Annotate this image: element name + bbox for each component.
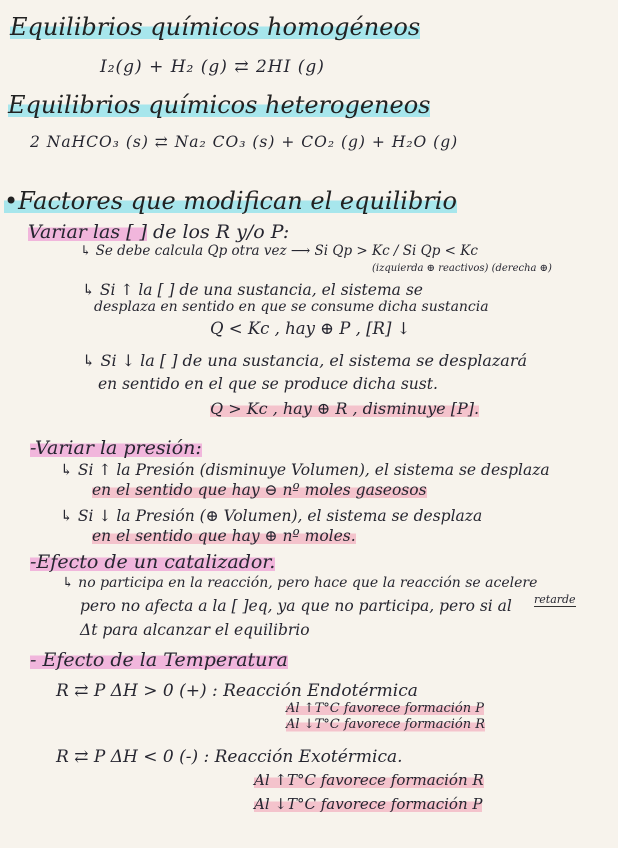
s4-title-text: - Efecto de la Temperatura: [30, 649, 288, 671]
heading-heterogeneous-text: Equilibrios químicos heterogeneos: [8, 91, 431, 119]
s3-line2: pero no afecta a la [ ]eq, ya que no participa, pero si al: [80, 597, 512, 615]
s2-line2-text: en el sentido que hay ⊖ nº moles gaseosos: [92, 481, 427, 499]
s1-line1: ↳ Se debe calcula Qp otra vez ⟶ Si Qp > Kc / Si Qp < Kc: [80, 243, 478, 259]
s2-line3: ↳ Si ↓ la Presión (⊕ Volumen), el sistema se desplaza: [60, 507, 483, 525]
s2-line1: ↳ Si ↑ la Presión (disminuye Volumen), el sistema se desplaza: [60, 461, 550, 479]
s1-line7: [210, 400, 479, 418]
s4-endo-line1: [286, 702, 484, 716]
s1-title-hl: Variar las [ ]: [28, 221, 147, 243]
s1-title: [28, 222, 289, 243]
s1-line4: Q < Kc , hay ⊕ P , [R] ↓: [210, 319, 411, 338]
section-factors: [4, 188, 457, 214]
s1-line7-text: Q > Kc , hay ⊕ R , disminuye [P].: [210, 399, 480, 418]
s3-line3: Δt para alcanzar el equilibrio: [80, 621, 310, 639]
s2-line2: [92, 482, 427, 499]
s1-line6: en sentido en el que se produce dicha sust.: [98, 375, 438, 393]
s1-line1b: (izquierda ⊕ reactivos) (derecha ⊕): [372, 263, 552, 274]
heading-heterogeneous: [8, 92, 430, 118]
s2-title-text: -Variar la presión:: [30, 437, 202, 459]
heading-homogeneous: [10, 14, 420, 40]
s1-line3: desplaza en sentido en que se consume dicha sustancia: [94, 299, 489, 315]
s4-exo-eq: R ⇄ P ΔH < 0 (-) : Reacción Exotérmica.: [56, 747, 403, 767]
s4-endo-line2: [286, 718, 485, 732]
s1-line2: ↳ Si ↑ la [ ] de una sustancia, el sistema se: [82, 281, 423, 299]
s4-exo-line2-text: Al ↓T°C favorece formación P: [254, 795, 483, 813]
equation-homogeneous: I₂(g) + H₂ (g) ⇄ 2HI (g): [100, 57, 325, 77]
s4-exo-line1: [254, 772, 484, 789]
s4-exo-line2: [254, 796, 482, 813]
s3-title-text: -Efecto de un catalizador.: [30, 551, 276, 573]
s4-endo-eq: R ⇄ P ΔH > 0 (+) : Reacción Endotérmica: [56, 681, 418, 701]
section-factors-text: •Factores que modifican el equilibrio: [4, 187, 457, 215]
s2-title: [30, 438, 202, 459]
s4-endo-line1-text: Al ↑T°C favorece formación P: [286, 701, 485, 716]
s2-line4: [92, 528, 356, 545]
s1-title-rest: de los R y/o P:: [153, 221, 290, 243]
s3-title: [30, 552, 275, 573]
s3-line1: ↳ no participa en la reacción, pero hace que la reacción se acelere: [62, 575, 538, 591]
s4-title: [30, 650, 288, 671]
heading-homogeneous-text: Equilibrios químicos homogéneos: [10, 13, 421, 41]
s2-line4-text: en el sentido que hay ⊕ nº moles.: [92, 527, 356, 545]
s1-line5: ↳ Si ↓ la [ ] de una sustancia, el sistema se desplazará: [82, 351, 528, 370]
equation-heterogeneous: 2 NaHCO₃ (s) ⇄ Na₂ CO₃ (s) + CO₂ (g) + H₂O (g): [30, 133, 459, 151]
s3-line1b: [534, 594, 576, 606]
s4-endo-line2-text: Al ↓T°C favorece formación R: [286, 717, 486, 732]
s3-line1b-text: retarde: [534, 593, 576, 606]
s4-exo-line1-text: Al ↑T°C favorece formación R: [254, 771, 484, 789]
